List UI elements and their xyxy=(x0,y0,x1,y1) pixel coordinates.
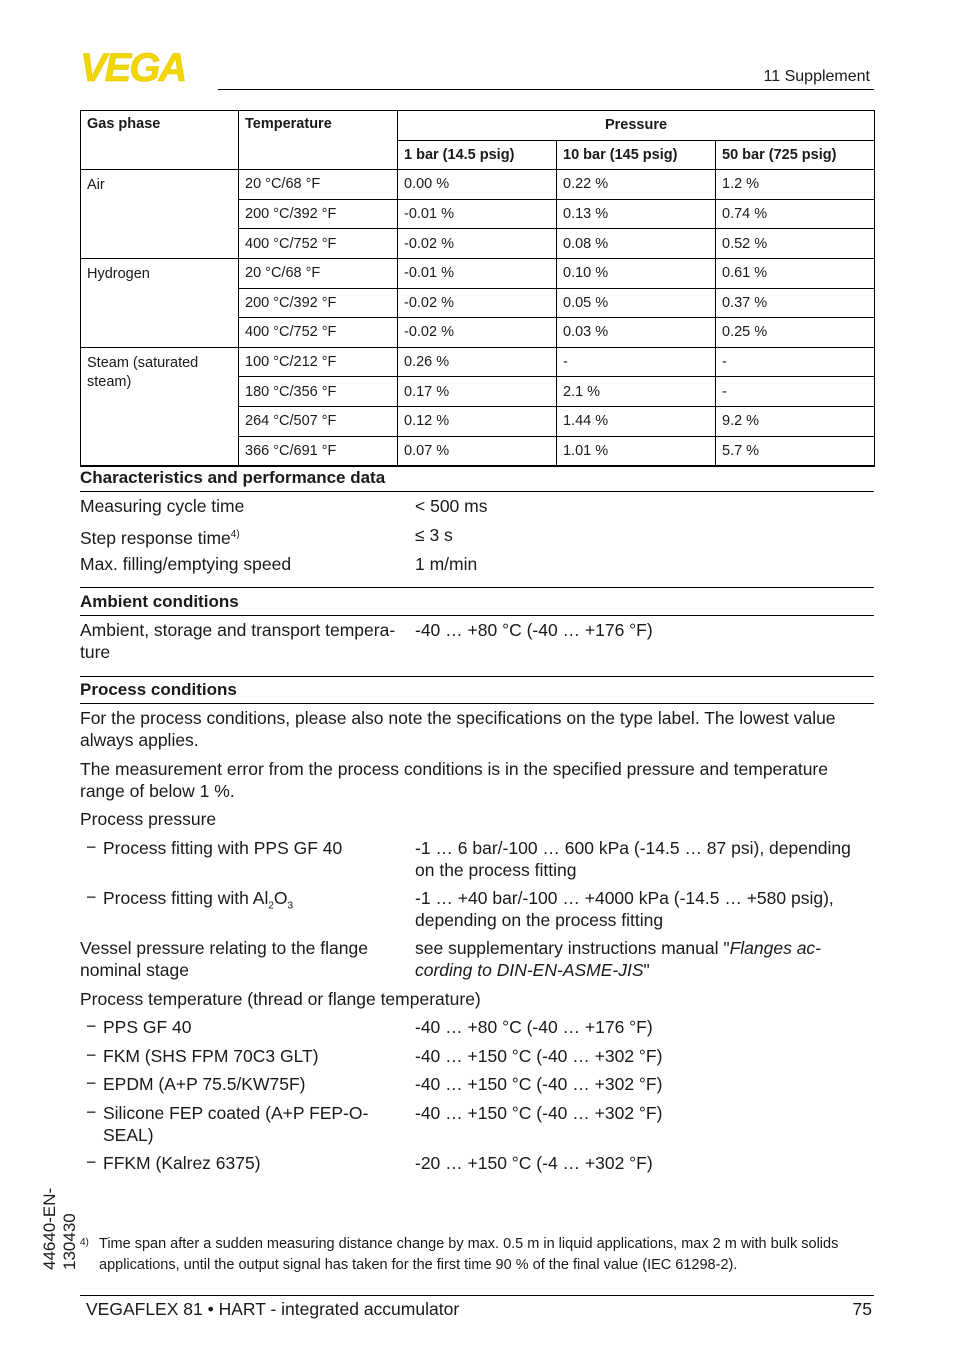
table-cell: 0.13 % xyxy=(557,199,716,229)
list-dash: − xyxy=(86,887,97,907)
list-dash: − xyxy=(86,1073,97,1093)
table-row xyxy=(81,347,875,377)
table-cell: 0.22 % xyxy=(557,170,716,200)
process-paragraph: For the process conditions, please also note the specifications on the type label. The lowest value always applies. xyxy=(80,708,836,750)
temp-item-value: -40 … +80 °C (-40 … +176 °F) xyxy=(415,1017,653,1037)
list-dash: − xyxy=(86,1102,97,1122)
temp-item-value: -40 … +150 °C (-40 … +302 °F) xyxy=(415,1103,663,1123)
table-cell: 0.25 % xyxy=(716,318,875,348)
table-cell: 0.37 % xyxy=(716,288,875,318)
table-cell: 0.52 % xyxy=(716,229,875,259)
table-cell: 0.74 % xyxy=(716,199,875,229)
table-cell: 400 °C/752 °F xyxy=(239,318,398,348)
measuring-cycle-label: Measuring cycle time xyxy=(80,496,245,516)
table-cell: 0.03 % xyxy=(557,318,716,348)
temp-item-label: PPS GF 40 xyxy=(103,1017,192,1037)
temp-item-label: Silicone FEP coated (A+P FEP-O-SEAL) xyxy=(103,1103,369,1145)
footer-title: VEGAFLEX 81 • HART - integrated accumulator xyxy=(86,1299,460,1319)
table-cell: 0.26 % xyxy=(398,347,557,377)
pps-value: -1 … 6 bar/-100 … 600 kPa (-14.5 … 87 psi), depending on the process fitting xyxy=(415,838,851,880)
footnote-ref[interactable]: 4) xyxy=(230,529,240,540)
section-title-process: Process conditions xyxy=(80,680,237,699)
table-cell: 264 °C/507 °F xyxy=(239,406,398,436)
header-divider xyxy=(218,89,874,90)
table-cell: 20 °C/68 °F xyxy=(239,258,398,288)
table-row xyxy=(81,258,875,288)
table-cell: -0.02 % xyxy=(398,229,557,259)
pps-label: Process fitting with PPS GF 40 xyxy=(103,838,343,858)
temp-item-label: FKM (SHS FPM 70C3 GLT) xyxy=(103,1046,319,1066)
table-cell: - xyxy=(716,377,875,407)
table-cell: 0.05 % xyxy=(557,288,716,318)
process-pressure-heading: Process pressure xyxy=(80,809,217,829)
header-pressure: Pressure xyxy=(398,111,875,141)
section-header: 11 Supplement xyxy=(763,68,870,85)
svg-text:VEGA: VEGA xyxy=(80,50,186,84)
table-cell: - xyxy=(557,347,716,377)
table-cell: 200 °C/392 °F xyxy=(239,288,398,318)
table-cell: 1.44 % xyxy=(557,406,716,436)
step-response-label: Step response time$^{4)}$ xyxy=(80,527,240,548)
table-cell: 5.7 % xyxy=(716,436,875,466)
gas-cell: Air xyxy=(81,170,239,259)
temp-item-value: -40 … +150 °C (-40 … +302 °F) xyxy=(415,1046,663,1066)
table-cell: - xyxy=(716,347,875,377)
table-cell: 200 °C/392 °F xyxy=(239,199,398,229)
temp-item-label: EPDM (A+P 75.5/KW75F) xyxy=(103,1074,306,1094)
speed-value: 1 m/min xyxy=(415,554,478,574)
section-divider xyxy=(80,615,874,616)
header-pressure-col: 10 bar (145 psig) xyxy=(557,140,716,170)
temp-item-label: FFKM (Kalrez 6375) xyxy=(103,1153,261,1173)
list-dash: − xyxy=(86,837,97,857)
footnote-mark: 4) xyxy=(80,1237,89,1248)
step-response-value: ≤ 3 s xyxy=(415,525,453,545)
section-divider xyxy=(80,587,874,588)
section-divider xyxy=(80,676,874,677)
speed-label: Max. filling/emptying speed xyxy=(80,554,292,574)
table-cell: -0.02 % xyxy=(398,318,557,348)
table-cell: 1.01 % xyxy=(557,436,716,466)
table-cell: 100 °C/212 °F xyxy=(239,347,398,377)
header-temperature: Temperature xyxy=(239,111,398,170)
process-temperature-heading: Process temperature (thread or flange temperature) xyxy=(80,989,481,1009)
table-row xyxy=(81,170,875,200)
section-divider xyxy=(80,491,874,492)
al2o3-label: Process fitting with $Al_2O_3$ xyxy=(103,888,294,912)
table-cell: 0.12 % xyxy=(398,406,557,436)
temp-item-value: -40 … +150 °C (-40 … +302 °F) xyxy=(415,1074,663,1094)
header-pressure-col: 50 bar (725 psig) xyxy=(716,140,875,170)
gas-phase-table xyxy=(80,110,875,467)
list-dash: − xyxy=(86,1016,97,1036)
table-cell: 400 °C/752 °F xyxy=(239,229,398,259)
table-cell: 0.00 % xyxy=(398,170,557,200)
table-cell: -0.02 % xyxy=(398,288,557,318)
section-title-ambient: Ambient conditions xyxy=(80,592,239,611)
ambient-label: Ambient, storage and transport tempera-ture xyxy=(80,620,396,662)
page-number: 75 xyxy=(852,1299,872,1319)
table-cell: 0.17 % xyxy=(398,377,557,407)
table-cell: 366 °C/691 °F xyxy=(239,436,398,466)
table-cell: 0.61 % xyxy=(716,258,875,288)
header-pressure-col: 1 bar (14.5 psig) xyxy=(398,140,557,170)
section-title-characteristics: Characteristics and performance data xyxy=(80,468,386,487)
gas-cell: Steam (saturated steam) xyxy=(81,347,239,466)
measuring-cycle-value: < 500 ms xyxy=(415,496,488,516)
table-cell: -0.01 % xyxy=(398,199,557,229)
temp-item-value: -20 … +150 °C (-4 … +302 °F) xyxy=(415,1153,653,1173)
ambient-value: -40 … +80 °C (-40 … +176 °F) xyxy=(415,620,653,640)
gas-cell: Hydrogen xyxy=(81,258,239,347)
table-cell: 1.2 % xyxy=(716,170,875,200)
table-cell: 0.10 % xyxy=(557,258,716,288)
vega-logo xyxy=(80,50,214,84)
process-paragraph: The measurement error from the process conditions is in the specified pressure and temperature range of below 1 %. xyxy=(80,759,828,801)
vessel-label: Vessel pressure relating to the flange nominal stage xyxy=(80,938,368,980)
list-dash: − xyxy=(86,1152,97,1172)
document-id: 44640-EN-130430 xyxy=(40,1187,79,1270)
table-cell: 9.2 % xyxy=(716,406,875,436)
header-gas-phase: Gas phase xyxy=(81,111,239,170)
al2o3-value: -1 … +40 bar/-100 … +4000 kPa (-14.5 … +580 psig), depending on the process fitting xyxy=(415,888,834,930)
footnote-text: Time span after a sudden measuring distance change by max. 0.5 m in liquid applications, max 2 m with bulk solids applications, until the output signal has taken for the first time 90 % of the final value (IEC 61298-2). xyxy=(99,1236,839,1273)
table-cell: 2.1 % xyxy=(557,377,716,407)
table-cell: 0.07 % xyxy=(398,436,557,466)
table-cell: -0.01 % xyxy=(398,258,557,288)
table-cell: 20 °C/68 °F xyxy=(239,170,398,200)
table-cell: 0.08 % xyxy=(557,229,716,259)
table-cell: 180 °C/356 °F xyxy=(239,377,398,407)
section-divider xyxy=(80,703,874,704)
footer-divider xyxy=(80,1295,874,1296)
vessel-value: see supplementary instructions manual "Flanges ac-cording to DIN-EN-ASME-JIS" xyxy=(415,938,822,980)
list-dash: − xyxy=(86,1045,97,1065)
